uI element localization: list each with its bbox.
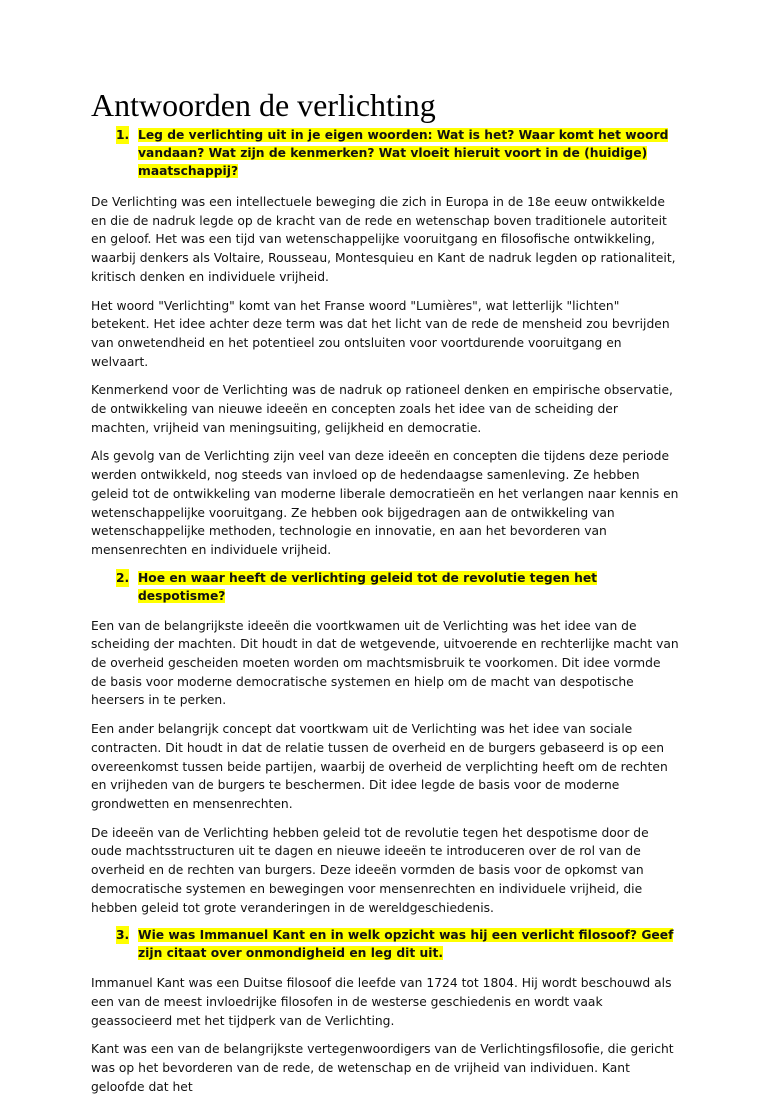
question-number: 2. bbox=[116, 570, 130, 585]
answer-paragraph: Kenmerkend voor de Verlichting was de nadruk op rationeel denken en empirische observatie, de ontwikkeling van nieuwe ideeën en concepten zoals het idee van de scheiding der machten, vrijheid van meningsuiting, gelijkheid en democratie. bbox=[91, 383, 673, 435]
question-text: Leg de verlichting uit in je eigen woorden: Wat is het? Waar komt het woord vandaan? Wat zijn de kenmerken? Wat vloeit hieruit voort in de (huidige) maatschappij? bbox=[138, 128, 669, 178]
question-text: Hoe en waar heeft de verlichting geleid tot de revolutie tegen het despotisme? bbox=[138, 570, 598, 603]
question-1 bbox=[91, 126, 679, 180]
answer-paragraph: Een van de belangrijkste ideeën die voortkwamen uit de Verlichting was het idee van de scheiding der machten. Dit houdt in dat de wetgevende, uitvoerende en rechterlijke macht van de overheid gescheiden moeten worden om machtsmisbruik te voorkomen. Dit idee vormde de basis voor moderne democratische systemen en hielp om de macht van despotische heersers in te perken. bbox=[91, 618, 679, 708]
answer-paragraph: Immanuel Kant was een Duitse filosoof die leefde van 1724 tot 1804. Hij wordt beschouwd als een van de meest invloedrijke filosofen in de westerse geschiedenis en wordt vaak geassocieerd met het tijdperk van de Verlichting. bbox=[91, 976, 672, 1028]
document-body bbox=[91, 86, 679, 1096]
answer-paragraph: Een ander belangrijk concept dat voortkwam uit de Verlichting was het idee van sociale contracten. Dit houdt in dat de relatie tussen de overheid en de burgers gebaseerd is op een overeenkomst tussen beide partijen, waarbij de overheid de verplichting heeft om de rechten en vrijheden van de burgers te beschermen. Dit idee legde de basis voor de moderne grondwetten en mensenrechten. bbox=[91, 722, 668, 811]
answer-paragraph: Kant was een van de belangrijkste vertegenwoordigers van de Verlichtingsfilosofie, die gericht was op het bevorderen van de rede, de wetenschap en de vrijheid van individuen. Kant geloofde dat het bbox=[91, 1042, 674, 1094]
question-3 bbox=[91, 926, 679, 962]
question-2 bbox=[91, 569, 679, 605]
question-number: 1. bbox=[116, 128, 130, 142]
answer-paragraph: Als gevolg van de Verlichting zijn veel van deze ideeën en concepten die tijdens deze periode werden ontwikkeld, nog steeds van invloed op de hedendaagse samenleving. Ze hebben geleid tot de ontwikkeling van moderne liberale democratieën en het verlangen naar kennis en wetenschappelijke vooruitgang. Ze hebben ook bijgedragen aan de ontwikkeling van wetenschappelijke methoden, technologie en innovatie, en aan het bevorderen van mensenrechten en individuele vrijheid. bbox=[91, 449, 679, 557]
question-text: Wie was Immanuel Kant en in welk opzicht was hij een verlicht filosoof? Geef zijn citaat over onmondigheid en leg dit uit. bbox=[138, 928, 674, 961]
answer-paragraph: Het woord "Verlichting" komt van het Franse woord "Lumières", wat letterlijk "lichten" betekent. Het idee achter deze term was dat het licht van de rede de mensheid zou bevrijden van onwetendheid en het potentieel zou ontsluiten voor voortdurende vooruitgang en welvaart. bbox=[91, 298, 670, 369]
document-title: Antwoorden de verlichting bbox=[91, 87, 436, 123]
answer-paragraph: De ideeën van de Verlichting hebben geleid tot de revolutie tegen het despotisme door de oude machtsstructuren uit te dagen en nieuwe ideeën te introduceren over de rol van de overheid en de rechten van burgers. Deze ideeën vormden de basis voor de opkomst van democratische systemen en bewegingen voor mensenrechten en individuele vrijheid, die hebben geleid tot grote veranderingen in de wereldgeschiedenis. bbox=[91, 825, 649, 915]
answer-paragraph: De Verlichting was een intellectuele beweging die zich in Europa in de 18e eeuw ontwikkelde en die de nadruk legde op de kracht van de rede en wetenschap boven traditionele autoriteit en geloof. Het was een tijd van wetenschappelijke vooruitgang en filosofische ontwikkeling, waarbij denkers als Voltaire, Rousseau, Montesquieu en Kant de nadruk legden op rationaliteit, kritisch denken en individuele vrijheid. bbox=[91, 195, 676, 284]
question-number: 3. bbox=[116, 928, 130, 943]
